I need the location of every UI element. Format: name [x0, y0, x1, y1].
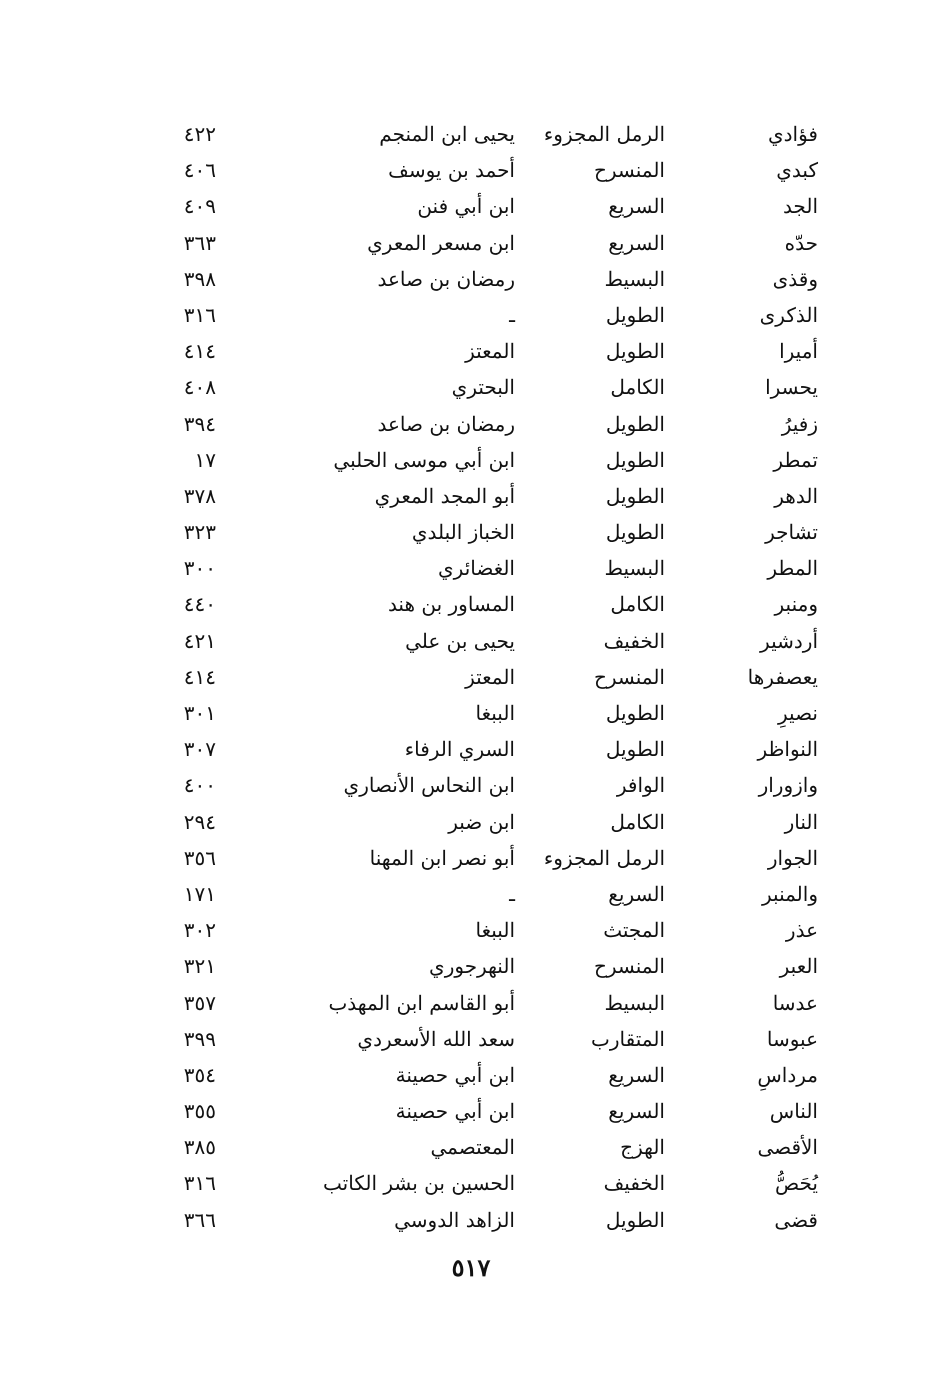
- page-reference: ٣٢١: [183, 954, 216, 979]
- table-row: [0, 514, 942, 550]
- poet-name: ابن أبي فنن: [417, 194, 515, 219]
- poetic-meter: الوافر: [616, 773, 665, 798]
- page-reference: ٣٠٧: [183, 737, 216, 762]
- table-row: [0, 695, 942, 731]
- table-row: [0, 225, 942, 261]
- table-row: [0, 586, 942, 622]
- rhyme-word: عبوسا: [766, 1026, 818, 1051]
- poet-name: أحمد بن يوسف: [388, 158, 515, 183]
- table-row: [0, 406, 942, 442]
- table-row: [0, 1129, 942, 1165]
- table-row: [0, 297, 942, 333]
- poet-name: سعد الله الأسعردي: [357, 1026, 515, 1051]
- rhyme-word: يُحَصُّ: [775, 1171, 818, 1196]
- poet-name: ـ: [509, 302, 515, 327]
- poetic-meter: المنسرح: [593, 954, 665, 979]
- poet-name: المعتز: [465, 339, 515, 364]
- table-row: [0, 623, 942, 659]
- poet-name: النهرجوري: [429, 954, 515, 979]
- poetic-meter: الطويل: [605, 411, 665, 436]
- table-row: [0, 188, 942, 224]
- page-reference: ٣٠١: [183, 701, 216, 725]
- poet-name: رمضان بن صاعد: [377, 411, 515, 436]
- rhyme-word: زفيرُ: [781, 411, 818, 436]
- page-reference: ٣٦٦: [183, 1207, 216, 1232]
- table-row: [0, 948, 942, 984]
- rhyme-word: قضى: [774, 1207, 818, 1232]
- poet-name: رمضان بن صاعد: [377, 266, 515, 291]
- page-reference: ٢٩٤: [183, 809, 216, 834]
- poet-name: الغضائري: [438, 556, 515, 581]
- rhyme-word: المطر: [767, 556, 818, 581]
- poetic-meter: الطويل: [605, 339, 665, 364]
- table-row: [0, 261, 942, 297]
- poet-name: ابن أبي موسى الحلبي: [333, 447, 515, 472]
- table-row: [0, 1057, 942, 1093]
- table-row: [0, 876, 942, 912]
- poet-name: الزاهد الدوسي: [394, 1207, 515, 1232]
- poet-name: أبو القاسم ابن المهذب: [328, 990, 515, 1015]
- poetic-meter: الرمل المجزوء: [543, 122, 665, 146]
- page-reference: ٣٢٣: [183, 520, 216, 545]
- rhyme-word: كبدي: [776, 158, 818, 183]
- poetic-meter: الطويل: [605, 737, 665, 762]
- poetic-meter: المنسرح: [593, 158, 665, 183]
- page-reference: ٣٧٨: [183, 483, 216, 508]
- page-reference: ١٧: [194, 447, 216, 472]
- poetic-meter: الطويل: [605, 447, 665, 472]
- rhyme-word: الأقصى: [757, 1135, 818, 1160]
- poet-name: ابن ضبر: [448, 809, 515, 834]
- page-reference: ٤١٤: [183, 339, 216, 364]
- poetic-meter: الخفيف: [603, 628, 665, 653]
- rhyme-word: تشاجر: [765, 520, 818, 545]
- page-reference: ١٧١: [183, 881, 216, 906]
- rhyme-word: أميرا: [779, 339, 818, 364]
- poetic-meter: الخفيف: [603, 1171, 665, 1196]
- table-row: [0, 840, 942, 876]
- poetic-meter: السريع: [608, 881, 665, 906]
- rhyme-word: يعصفرها: [747, 664, 818, 689]
- page-reference: ٣٥٥: [183, 1099, 216, 1124]
- poet-name: يحيى بن علي: [405, 628, 515, 653]
- rhyme-word: النار: [784, 809, 818, 834]
- table-row: [0, 478, 942, 514]
- poet-name: أبو نصر ابن المهنا: [369, 845, 515, 870]
- rhyme-word: ومنبر: [774, 592, 818, 617]
- page-reference: ٤٠٦: [183, 158, 216, 183]
- page-reference: ٣٠٠: [183, 556, 216, 581]
- table-row: [0, 550, 942, 586]
- rhyme-word: الجوار: [767, 845, 818, 870]
- poetic-meter: البسيط: [604, 556, 665, 581]
- rhyme-word: نصيرِ: [778, 701, 818, 725]
- page-reference: ٤١٤: [183, 664, 216, 689]
- page-reference: ٣٩٩: [183, 1026, 216, 1051]
- poet-name: الحسين بن بشر الكاتب: [323, 1171, 515, 1196]
- table-row: [0, 767, 942, 803]
- page-reference: ٤٤٠: [183, 592, 216, 617]
- poetic-meter: الطويل: [605, 302, 665, 327]
- poet-name: ابن أبي حصينة: [395, 1062, 515, 1087]
- poet-name: ابن مسعر المعري: [367, 230, 515, 255]
- poet-name: السري الرفاء: [404, 737, 515, 762]
- table-row: [0, 116, 942, 152]
- page-reference: ٣٩٨: [183, 266, 216, 291]
- rhyme-word: عدسا: [772, 990, 818, 1015]
- page-reference: ٤٠٨: [183, 375, 216, 400]
- rhyme-word: مرداسِ: [757, 1062, 818, 1087]
- rhyme-word: أردشير: [760, 628, 818, 653]
- page-reference: ٤٢٢: [183, 122, 216, 146]
- poetic-meter: الكامل: [610, 375, 665, 400]
- poetic-meter: الطويل: [605, 701, 665, 725]
- poet-name: المعتصمي: [430, 1135, 515, 1160]
- page-reference: ٣١٦: [183, 1171, 216, 1196]
- table-row: [0, 912, 942, 948]
- rhyme-word: فؤادي: [767, 122, 818, 146]
- rhyme-word: الذكرى: [759, 302, 818, 327]
- page-reference: ٣٥٤: [183, 1062, 216, 1087]
- rhyme-word: حدّه: [784, 230, 818, 255]
- rhyme-word: العبر: [779, 954, 818, 979]
- page-reference: ٤٢١: [183, 628, 216, 653]
- table-row: [0, 1093, 942, 1129]
- table-row: [0, 731, 942, 767]
- poet-name: الببغا: [475, 918, 515, 943]
- table-row: [0, 985, 942, 1021]
- rhyme-word: النواظر: [757, 737, 818, 762]
- table-row: [0, 1202, 942, 1238]
- poetic-meter: الطويل: [605, 520, 665, 545]
- page-reference: ٣١٦: [183, 302, 216, 327]
- page-reference: ٤٠٩: [183, 194, 216, 219]
- poetic-meter: البسيط: [604, 266, 665, 291]
- poetic-meter: السريع: [608, 1099, 665, 1124]
- poet-name: ابن النحاس الأنصاري: [343, 773, 515, 798]
- rhyme-word: يحسرا: [765, 375, 818, 400]
- table-row: [0, 442, 942, 478]
- rhyme-word: الناس: [769, 1099, 818, 1124]
- page-number: ٥١٧: [451, 1253, 491, 1282]
- rhyme-word: والمنبر: [762, 881, 818, 906]
- poetic-meter: البسيط: [604, 990, 665, 1015]
- rhyme-word: الجد: [782, 194, 818, 219]
- table-row: [0, 659, 942, 695]
- page-reference: ٤٠٠: [183, 773, 216, 798]
- table-row: [0, 152, 942, 188]
- poetic-meter: الهزج: [620, 1135, 665, 1160]
- table-row: [0, 369, 942, 405]
- rhyme-index-table: [0, 116, 942, 1238]
- rhyme-word: وقذى: [772, 266, 818, 291]
- poetic-meter: المتقارب: [591, 1026, 665, 1051]
- poet-name: البحتري: [451, 375, 515, 400]
- rhyme-word: الدهر: [774, 483, 818, 508]
- poet-name: المساور بن هند: [387, 592, 515, 617]
- poetic-meter: المجتث: [603, 918, 665, 943]
- poetic-meter: الطويل: [605, 483, 665, 508]
- table-row: [0, 1165, 942, 1201]
- page-reference: ٣٩٤: [183, 411, 216, 436]
- page-reference: ٣٥٦: [183, 845, 216, 870]
- poet-name: الخباز البلدي: [411, 520, 515, 545]
- page-reference: ٣٥٧: [183, 990, 216, 1015]
- poet-name: يحيى ابن المنجم: [379, 122, 515, 146]
- page-reference: ٣٨٥: [183, 1135, 216, 1160]
- poetic-meter: المنسرح: [593, 664, 665, 689]
- page-reference: ٣٠٢: [183, 918, 216, 943]
- poet-name: الببغا: [475, 701, 515, 725]
- rhyme-word: عذر: [785, 918, 818, 943]
- poetic-meter: الكامل: [610, 592, 665, 617]
- table-row: [0, 333, 942, 369]
- poet-name: ابن أبي حصينة: [395, 1099, 515, 1124]
- rhyme-word: وازورار: [758, 773, 818, 798]
- poetic-meter: السريع: [608, 194, 665, 219]
- poet-name: ـ: [509, 881, 515, 906]
- poet-name: المعتز: [465, 664, 515, 689]
- rhyme-word: تمطر: [773, 447, 818, 472]
- table-row: [0, 804, 942, 840]
- poetic-meter: السريع: [608, 230, 665, 255]
- poetic-meter: الكامل: [610, 809, 665, 834]
- poet-name: أبو المجد المعري: [374, 483, 515, 508]
- poetic-meter: الرمل المجزوء: [543, 845, 665, 870]
- page-reference: ٣٦٣: [183, 230, 216, 255]
- poetic-meter: الطويل: [605, 1207, 665, 1232]
- table-row: [0, 1021, 942, 1057]
- poetic-meter: السريع: [608, 1062, 665, 1087]
